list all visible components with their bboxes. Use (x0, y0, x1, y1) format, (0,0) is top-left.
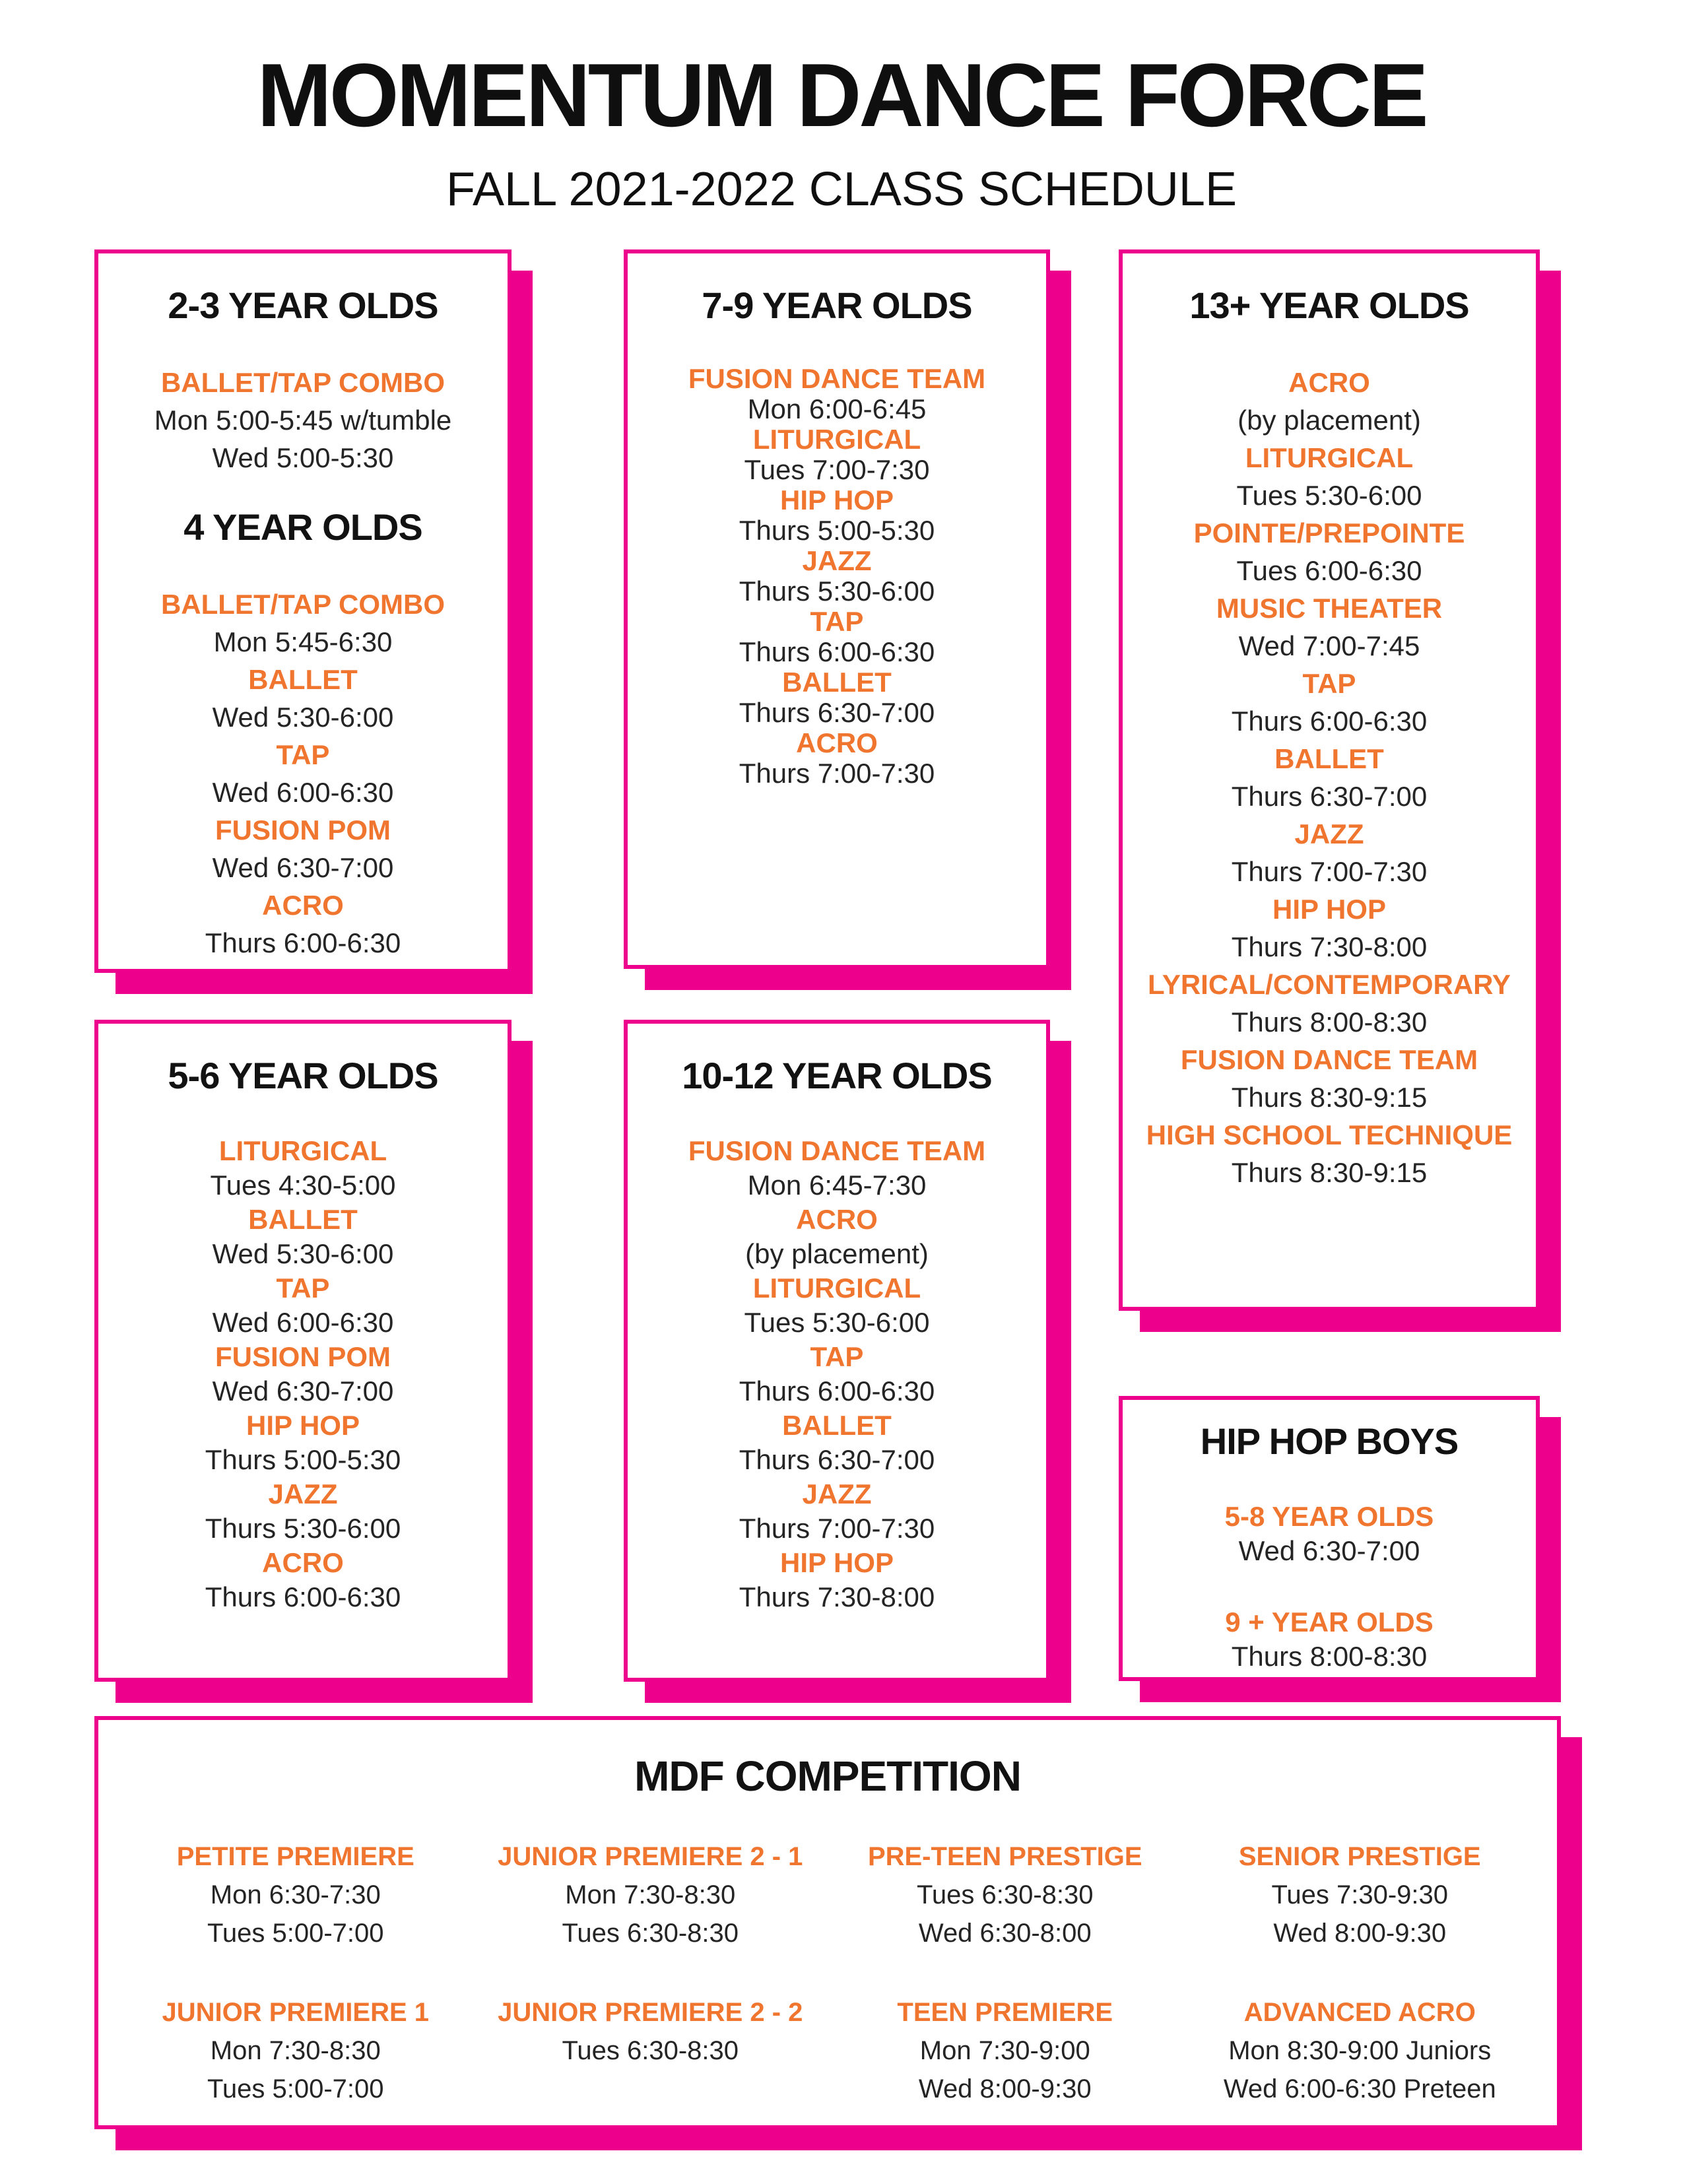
class-name: FUSION POM (214, 814, 391, 845)
class-name: FUSION DANCE TEAM (688, 363, 986, 394)
class-time: Thurs 6:00-6:30 (205, 927, 401, 958)
competition-heading: MDF COMPETITION (634, 1752, 1021, 1800)
page-subtitle: FALL 2021-2022 CLASS SCHEDULE (446, 163, 1237, 216)
class-time: Wed 6:30-7:00 (1238, 1535, 1420, 1566)
class-time: Wed 7:00-7:45 (1238, 630, 1420, 661)
competition-program (828, 1837, 1183, 1952)
program-time: Wed 8:00-9:30 (918, 2074, 1092, 2103)
class-time: Thurs 6:00-6:30 (739, 1375, 935, 1406)
class-time: Thurs 8:00-8:30 (1231, 1641, 1428, 1672)
class-group (1123, 890, 1536, 966)
box-ages-7-9-year-olds (624, 249, 1050, 969)
class-group (1123, 815, 1536, 890)
class-time: Wed 6:30-7:00 (212, 852, 394, 883)
class-time: Thurs 6:00-6:30 (739, 636, 935, 667)
class-time: Mon 5:45-6:30 (213, 626, 393, 657)
class-group (98, 661, 508, 736)
class-group (98, 886, 508, 962)
class-group (1123, 1500, 1536, 1568)
class-time: Wed 6:00-6:30 (212, 1307, 394, 1338)
program-time: Tues 6:30-8:30 (562, 2036, 739, 2065)
class-name: BALLET (782, 667, 892, 698)
class-group (628, 1408, 1046, 1477)
class-time: Thurs 7:00-7:30 (739, 758, 935, 789)
class-time: Thurs 6:30-7:00 (1231, 781, 1428, 812)
age-group-heading: 5-6 YEAR OLDS (168, 1055, 438, 1096)
class-group (98, 736, 508, 811)
class-group (1123, 364, 1536, 439)
class-group (628, 1340, 1046, 1408)
page-title: MOMENTUM DANCE FORCE (257, 45, 1426, 145)
program-name: TEEN PREMIERE (897, 1998, 1113, 2027)
class-name: HIP HOP (780, 484, 894, 515)
class-time: (by placement) (745, 1238, 929, 1269)
class-name: BALLET (248, 1204, 358, 1235)
program-time: Wed 8:00-9:30 (1273, 1919, 1447, 1948)
age-group-heading: 7-9 YEAR OLDS (702, 284, 972, 326)
class-group (98, 1134, 508, 1203)
class-time: Thurs 7:00-7:30 (739, 1513, 935, 1544)
class-group (1123, 966, 1536, 1041)
competition-program (473, 1837, 828, 1952)
age-group-heading: 13+ YEAR OLDS (1189, 284, 1469, 326)
class-group (98, 1271, 508, 1340)
class-group (1123, 1605, 1536, 1674)
class-time: Wed 5:00-5:30 (212, 442, 394, 473)
competition-program (118, 1837, 473, 1952)
box-hip-hop-boys (1119, 1396, 1540, 1681)
class-group (1123, 514, 1536, 589)
class-name: ACRO (262, 1547, 344, 1578)
class-name: LITURGICAL (1245, 442, 1414, 473)
class-time: Wed 5:30-6:00 (212, 702, 394, 733)
class-time: Thurs 6:00-6:30 (205, 1581, 401, 1612)
class-group (1123, 439, 1536, 514)
program-time: Wed 6:30-8:00 (918, 1919, 1092, 1948)
class-group (628, 1203, 1046, 1271)
class-group (98, 585, 508, 661)
class-name: BALLET/TAP COMBO (160, 367, 446, 398)
program-time: Wed 6:00-6:30 Preteen (1223, 2074, 1496, 2103)
class-name: FUSION POM (214, 1341, 391, 1372)
class-time: Thurs 6:00-6:30 (1231, 706, 1428, 737)
program-time: Tues 6:30-8:30 (562, 1919, 739, 1948)
class-group (98, 1546, 508, 1614)
program-time: Tues 5:00-7:00 (207, 1919, 384, 1948)
class-name: FUSION DANCE TEAM (688, 1135, 986, 1166)
class-group (628, 546, 1046, 607)
program-time: Tues 6:30-8:30 (916, 1880, 1094, 1909)
box-mdf-competition (94, 1716, 1561, 2129)
box-ages-5-6-year-olds (94, 1020, 512, 1682)
class-name: HIGH SCHOOL TECHNIQUE (1146, 1119, 1513, 1150)
class-name: JAZZ (268, 1478, 338, 1509)
class-name: MUSIC THEATER (1216, 593, 1443, 624)
class-name: LITURGICAL (218, 1135, 387, 1166)
class-group (628, 424, 1046, 485)
class-name: TAP (276, 739, 330, 770)
class-time: Wed 6:00-6:30 (212, 777, 394, 808)
class-name: LITURGICAL (752, 1273, 921, 1304)
class-group (98, 364, 508, 477)
class-name: FUSION DANCE TEAM (1180, 1044, 1478, 1075)
class-time: Wed 6:30-7:00 (212, 1375, 394, 1406)
program-time: Tues 7:30-9:30 (1271, 1880, 1449, 1909)
class-group (98, 1408, 508, 1477)
class-name: LYRICAL/CONTEMPORARY (1148, 969, 1511, 1000)
class-name: TAP (276, 1273, 330, 1304)
program-name: JUNIOR PREMIERE 2 - 1 (498, 1842, 803, 1871)
class-group (98, 1477, 508, 1546)
class-time: Thurs 7:30-8:00 (1231, 931, 1428, 962)
box-ages-13-plus-year-olds (1119, 249, 1540, 1311)
class-name: HIP HOP (246, 1410, 360, 1441)
program-time: Mon 7:30-9:00 (919, 2036, 1090, 2065)
class-time: Wed 5:30-6:00 (212, 1238, 394, 1269)
competition-program (118, 1993, 473, 2108)
class-name: 5-8 YEAR OLDS (1224, 1501, 1434, 1532)
class-time: (by placement) (1238, 405, 1421, 436)
program-time: Mon 7:30-8:30 (210, 2036, 381, 2065)
class-group (1123, 1116, 1536, 1191)
box-ages-2-3-and-4-year-olds (94, 249, 512, 973)
class-time: Thurs 6:30-7:00 (739, 1444, 935, 1475)
class-name: TAP (810, 606, 864, 637)
class-group (628, 1134, 1046, 1203)
program-name: SENIOR PRESTIGE (1238, 1842, 1481, 1871)
class-group (628, 1546, 1046, 1614)
class-time: Thurs 8:30-9:15 (1231, 1082, 1428, 1113)
class-time: Thurs 5:00-5:30 (739, 515, 935, 546)
age-group-heading: 4 YEAR OLDS (183, 506, 422, 548)
program-time: Mon 8:30-9:00 Juniors (1228, 2036, 1492, 2065)
age-group-heading: 10-12 YEAR OLDS (682, 1055, 992, 1096)
class-name: HIP HOP (1272, 894, 1386, 925)
class-time: Thurs 7:00-7:30 (1231, 856, 1428, 887)
class-name: LITURGICAL (752, 424, 921, 455)
class-group (628, 485, 1046, 546)
class-group (1123, 740, 1536, 815)
class-name: TAP (1302, 668, 1356, 699)
class-time: Thurs 5:00-5:30 (205, 1444, 401, 1475)
competition-grid (98, 1837, 1557, 2108)
class-name: BALLET/TAP COMBO (160, 589, 446, 620)
class-time: Tues 5:30-6:00 (744, 1307, 930, 1338)
class-name: TAP (810, 1341, 864, 1372)
class-time: Tues 4:30-5:00 (210, 1170, 396, 1201)
class-time: Mon 5:00-5:45 w/tumble (154, 405, 452, 436)
class-time: Tues 6:00-6:30 (1236, 555, 1422, 586)
program-name: JUNIOR PREMIERE 2 - 2 (498, 1998, 803, 2027)
class-time: Mon 6:00-6:45 (747, 393, 927, 424)
program-name: PETITE PREMIERE (176, 1842, 414, 1871)
class-time: Thurs 8:00-8:30 (1231, 1007, 1428, 1038)
class-group (628, 1271, 1046, 1340)
class-time: Tues 5:30-6:00 (1236, 480, 1422, 511)
class-name: POINTE/PREPOINTE (1193, 517, 1465, 548)
class-name: ACRO (796, 727, 878, 758)
class-group (628, 1477, 1046, 1546)
competition-program (1183, 1837, 1538, 1952)
class-name: JAZZ (802, 545, 872, 576)
class-group (1123, 665, 1536, 740)
class-name: BALLET (782, 1410, 892, 1441)
program-name: PRE-TEEN PRESTIGE (867, 1842, 1142, 1871)
age-group-heading: 2-3 YEAR OLDS (168, 284, 438, 326)
program-time: Mon 7:30-8:30 (565, 1880, 736, 1909)
class-name: JAZZ (802, 1478, 872, 1509)
class-name: 9 + YEAR OLDS (1225, 1606, 1434, 1638)
class-time: Thurs 5:30-6:00 (205, 1513, 401, 1544)
box-ages-10-12-year-olds (624, 1020, 1050, 1682)
class-time: Thurs 8:30-9:15 (1231, 1157, 1428, 1188)
class-time: Thurs 5:30-6:00 (739, 576, 935, 607)
class-group (1123, 589, 1536, 665)
class-name: ACRO (796, 1204, 878, 1235)
class-time: Mon 6:45-7:30 (747, 1170, 927, 1201)
class-name: JAZZ (1294, 818, 1364, 849)
competition-program (473, 1993, 828, 2108)
class-group (98, 811, 508, 886)
program-name: ADVANCED ACRO (1243, 1998, 1476, 2027)
class-group (628, 728, 1046, 789)
class-name: BALLET (1274, 743, 1384, 774)
program-name: JUNIOR PREMIERE 1 (162, 1998, 430, 2027)
program-time: Mon 6:30-7:30 (210, 1880, 381, 1909)
class-name: ACRO (1288, 367, 1370, 398)
class-time: Thurs 7:30-8:00 (739, 1581, 935, 1612)
class-name: BALLET (248, 664, 358, 695)
class-group (628, 607, 1046, 667)
competition-program (1183, 1993, 1538, 2108)
class-group (98, 1340, 508, 1408)
class-name: HIP HOP (780, 1547, 894, 1578)
class-group (98, 1203, 508, 1271)
age-group-heading: HIP HOP BOYS (1200, 1420, 1459, 1462)
class-time: Thurs 6:30-7:00 (739, 697, 935, 728)
competition-program (828, 1993, 1183, 2108)
class-name: ACRO (262, 890, 344, 921)
class-group (628, 667, 1046, 728)
class-group (1123, 1041, 1536, 1116)
class-time: Tues 7:00-7:30 (744, 454, 930, 485)
program-time: Tues 5:00-7:00 (207, 2074, 384, 2103)
class-group (628, 364, 1046, 424)
